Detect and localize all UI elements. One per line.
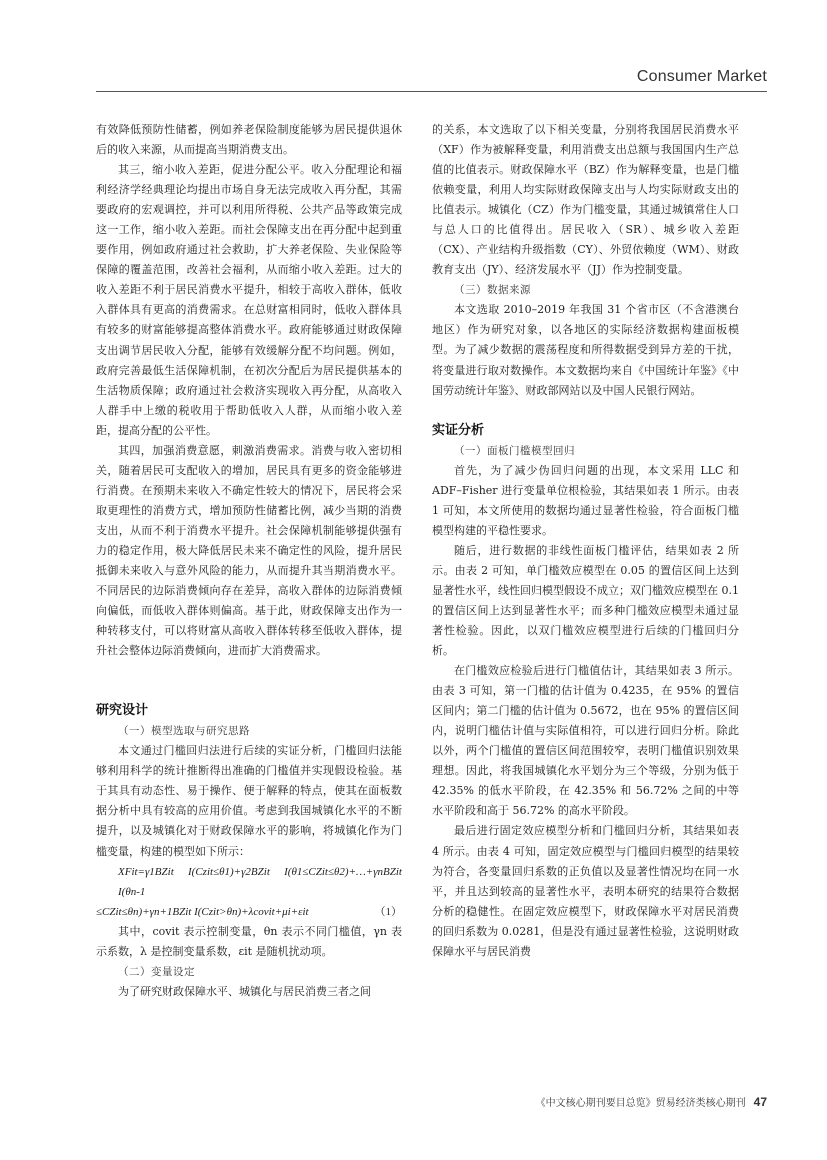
paragraph: 的关系，本文选取了以下相关变量，分别将我国居民消费水平（XF）作为被解释变量，利用消费支出总额与我国国内生产总值的比值表示。财政保障水平（BZ）作为解释变量，也是门槛依赖变量，利用人均实际财政保障支出与人均实际财政支出的比值表示。城镇化（CZ）作为门槛变量，其通过城镇常住人口与总人口的比值得出。居民收入（SR）、城乡收入差距（CX）、产业结构升级指数（CY）、外贸依赖度（WM）、财政教育支出（JY）、经济发展水平（JJ）作为控制变量。 bbox=[432, 123, 739, 277]
paragraph: 本文选取 2010–2019 年我国 31 个省市区（不含港澳台地区）作为研究对象，以各地区的实际经济数据构建面板模型。为了减少数据的震荡程度和所得数据受到异方差的干扰，将变量进行取对数操作。本文数据均来自《中国统计年鉴》《中国劳动统计年鉴》、财政部网站以及中国人民银行网站。 bbox=[432, 303, 739, 397]
page-footer bbox=[470, 1094, 767, 1109]
right-column bbox=[432, 120, 739, 962]
header-rule bbox=[96, 91, 767, 92]
subsection-heading: （一）面板门槛模型回归 bbox=[454, 444, 575, 457]
section-heading-design: 研究设计 bbox=[96, 703, 149, 719]
paragraph: 其四，加强消费意愿，刺激消费需求。消费与收入密切相关，随着居民可支配收入的增加，居民具有更多的资金能够进行消费。在预期未来收入不确定性较大的情况下，居民将会采取更理性的消费方式，增加预防性储蓄比例，减少当期的消费支出，从而不利于消费水平提升。社会保障机制能够提供强有力的稳定作用，极大降低居民未来不确定性的风险，提升居民抵御未来收入与意外风险的能力，从而提升其当期消费水平。不同居民的边际消费倾向存在差异，高收入群体的边际消费倾向偏低，而低收入群体则偏高。基于此，财政保障支出作为一种转移支付，可以将财富从高收入群体转移至低收入群体，提升社会整体边际消费倾向，进而扩大消费需求。 bbox=[96, 443, 402, 658]
paragraph: 为了研究财政保障水平、城镇化与居民消费三者之间 bbox=[118, 984, 371, 998]
paragraph: 本文通过门槛回归法进行后续的实证分析，门槛回归法能够利用科学的统计推断得出准确的门槛值并实现假设检验。基于其具有动态性、易于操作、便于解释的特点，使其在面板数据分析中具有较高的应用价值。考虑到我国城镇化水平的不断提升，以及城镇化对于财政保障水平的影响，将城镇化作为门槛变量，构建的模型如下所示： bbox=[96, 744, 402, 858]
paragraph: 有效降低预防性储蓄，例如养老保险制度能够为居民提供退休后的收入来源，从而提高当期消费支出。 bbox=[96, 123, 402, 157]
formula-line-1: XFit=γ1BZit I(Czit≤θ1)+γ2BZit I(θ1≤CZit≤θ2)+…+γnBZit I(θn-1 bbox=[118, 865, 402, 898]
paragraph: 随后，进行数据的非线性面板门槛评估，结果如表 2 所示。由表 2 可知，单门槛效应模型在 0.05 的置信区间上达到显著性水平，线性回归模型假设不成立；双门槛效应模型在 0.1 的置信区间上达到显著性水平；而多种门槛效应模型未通过显著性检验。因此，以双门槛效应模型进行后续的门槛回归分析。 bbox=[432, 543, 739, 658]
formula-number: （1） bbox=[374, 905, 402, 918]
journal-name: Consumer Market bbox=[636, 68, 767, 85]
footer-text: 《中文核心期刊要目总览》贸易经济类核心期刊 bbox=[535, 1098, 746, 1109]
paragraph: 其三，缩小收入差距，促进分配公平。收入分配理论和福利经济学经典理论均提出市场自身无法完成收入再分配，其需要政府的宏观调控，并可以利用所得税、公共产品等政策完成这一工作，缩小收入差距。而社会保障支出在再分配中起到重要作用，例如政府通过社会救助，扩大养老保险、失业保险等保障的覆盖范围，改善社会福利，从而缩小收入差距。过大的收入差距不利于居民消费水平提升，相较于高收入群体，低收入群体具有更高的消费需求。在总财富相同时，低收入群体具有较多的财富能够提高整体消费水平。政府能够通过财政保障支出调节居民收入分配，能够有效缓解分配不均问题。例如，政府完善最低生活保障机制，在初次分配后为居民提供基本的生活物质保障；政府通过社会救济实现收入再分配，从高收入人群手中上缴的税收用于帮助低收入人群，从而缩小收入差距，提高分配的公平性。 bbox=[96, 163, 402, 437]
page-number: 47 bbox=[753, 1095, 767, 1109]
subsection-heading: （三）数据来源 bbox=[454, 284, 531, 297]
running-header bbox=[96, 68, 767, 92]
section-heading-empirical: 实证分析 bbox=[432, 422, 485, 438]
paragraph: 其中，covit 表示控制变量，θn 表示不同门槛值，γn 表示系数，λ 是控制变量系数，εit 是随机扰动项。 bbox=[96, 924, 402, 958]
subsection-heading: （二）变量设定 bbox=[118, 965, 195, 978]
paragraph: 在门槛效应检验后进行门槛值估计，其结果如表 3 所示。由表 3 可知，第一门槛的估计值为 0.4235，在 95% 的置信区间内；第二门槛的估计值为 0.5672，也在 95% 的置信区间内，说明门槛估计值与实际值相符，可以进行回归分析。除此以外，两个门槛值的置信区间范围较窄，表明门槛值识别效果理想。因此，将我国城镇化水平划分为三个等级，分别为低于 42.35% 的低水平阶段，在 42.35% 和 56.72% 之间的中等水平阶段和高于 56.72% 的高水平阶段。 bbox=[432, 664, 739, 818]
paragraph: 首先，为了减少伪回归问题的出现，本文采用 LLC 和 ADF–Fisher 进行变量单位根检验，其结果如表 1 所示。由表 1 可知，本文所使用的数据均通过显著性检验，符合面板门槛模型构建的平稳性要求。 bbox=[432, 463, 739, 537]
subsection-heading: （一）模型选取与研究思路 bbox=[118, 725, 250, 738]
model-formula bbox=[96, 862, 402, 922]
formula-line-2: ≤CZit≤θn)+γn+1BZit I(Czit>θn)+λcovit+μi+εit bbox=[96, 905, 309, 918]
paragraph: 最后进行固定效应模型分析和门槛回归分析，其结果如表 4 所示。由表 4 可知，固定效应模型与门槛回归模型的结果较为符合，各变量回归系数的正负值以及显著性情况均在同一水平，并且达到较高的显著性水平，表明本研究的结果符合数据分析的稳健性。在固定效应模型下，财政保障水平对居民消费的回归系数为 0.0281，但是没有通过显著性检验，这说明财政保障水平与居民消费 bbox=[432, 824, 739, 958]
left-column bbox=[96, 120, 402, 1002]
